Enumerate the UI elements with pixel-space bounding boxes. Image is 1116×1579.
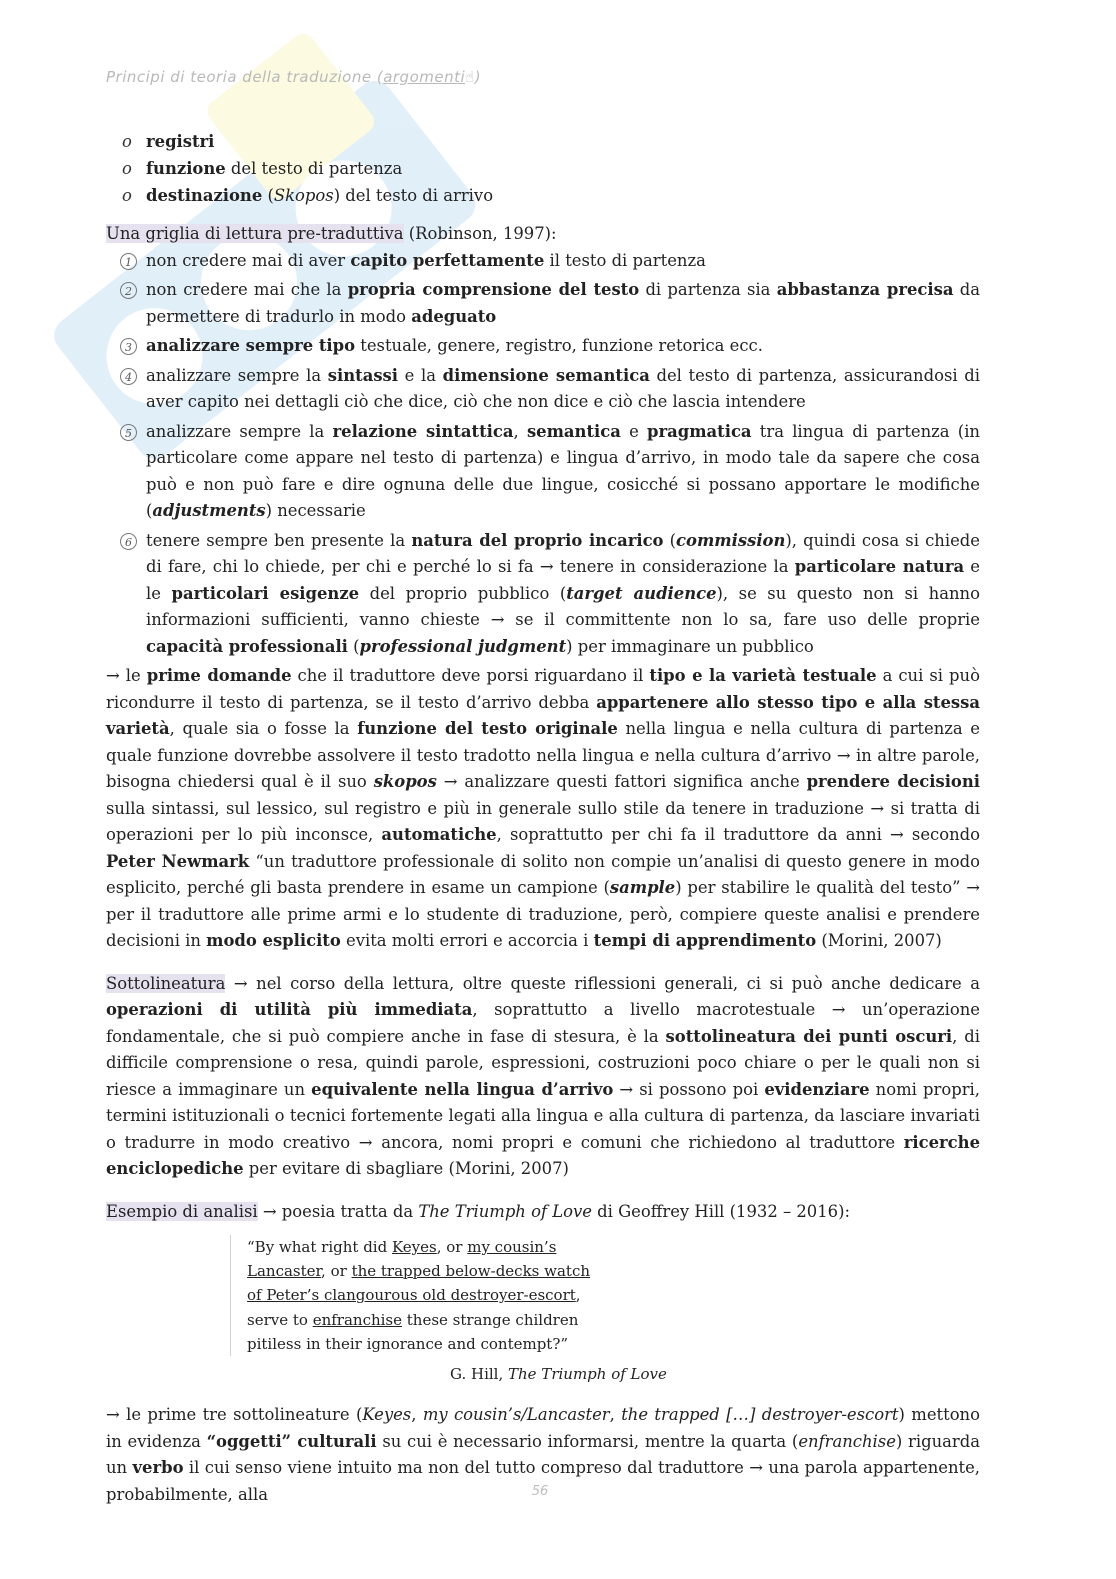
list-item: 1 non credere mai di aver capito perfettamente il testo di partenza <box>106 248 980 275</box>
section-label: Sottolineatura <box>106 973 226 993</box>
running-head-link[interactable]: argomenti <box>383 68 466 86</box>
poem-line: serve to enfranchise these strange children <box>247 1310 579 1329</box>
poem-line: Lancaster, or the trapped below-decks watch <box>247 1262 591 1281</box>
list-item: o funzione del testo di partenza <box>122 155 980 182</box>
section-griglia-heading: Una griglia di lettura pre-traduttiva (Robinson, 1997): <box>106 224 557 243</box>
circled-number: 5 <box>120 424 137 441</box>
poem-line: of Peter’s clangourous old destroyer-escort, <box>247 1286 581 1305</box>
circled-number: 1 <box>120 253 137 270</box>
circled-number: 3 <box>120 338 137 355</box>
list-item: 5 analizzare sempre la relazione sintattica, semantica e pragmatica tra lingua di partenza (in particolare come appare nel testo di partenza) e lingua d’arrivo, in modo tale da sapere che cosa può e non può fare e dire ognuna delle due lingue, cosicché si possano apportare le modifiche (adjustments) necessarie <box>106 419 980 525</box>
list-item: 4 analizzare sempre la sintassi e la dimensione semantica del testo di partenza, assicurandosi di aver capito nei dettagli ciò che dice, ciò che non dice e ciò che lascia intendere <box>106 363 980 416</box>
bullet-list <box>106 128 980 209</box>
paragraph-sottolineatura: Sottolineatura → nel corso della lettura, oltre queste riflessioni generali, ci si può anche dedicare a operazioni di utilità più immediata, soprattutto a livello macrotestuale → un’operazione fondamentale, che si può compiere anche in fase di stesura, è la sottolineatura dei punti oscuri, di difficile comprensione o resa, quindi parole, espressioni, costruzioni poco chiare o per le quali non si riesce a immaginare un equivalente nella lingua d’arrivo → si possono poi evidenziare nomi propri, termini istituzionali o tecnici fortemente legati alla lingua e alla cultura di partenza, da lasciare invariati o tradurre in modo creativo → ancora, nomi propri e comuni che richiedono al traduttore ricerche enciclopediche per evitare di sbagliare (Morini, 2007) <box>106 973 980 1178</box>
section-label: Esempio di analisi <box>106 1201 258 1221</box>
list-item: o destinazione (Skopos) del testo di arrivo <box>122 182 980 209</box>
paragraph-esempio: Esempio di analisi → poesia tratta da The Triumph of Love di Geoffrey Hill (1932 – 2016): <box>106 1201 850 1221</box>
running-head: Principi di teoria della traduzione (argomenti☝) <box>106 68 482 86</box>
poem-line: “By what right did Keyes, or my cousin’s <box>247 1238 557 1256</box>
list-item: 3 analizzare sempre tipo testuale, genere, registro, funzione retorica ecc. <box>106 333 980 360</box>
paragraph-prime-domande: → le prime domande che il traduttore deve porsi riguardano il tipo e la varietà testuale a cui si può ricondurre il testo di partenza, se il testo d’arrivo debba appartenere allo stesso tipo e alla stessa varietà, quale sia o fosse la funzione del testo originale nella lingua e nella cultura di partenza e quale funzione dovrebbe assolvere il testo tradotto nella lingua e nella cultura d’arrivo → in altre parole, bisogna chiedersi qual è il suo skopos → analizzare questi fattori significa anche prendere decisioni sulla sintassi, sul lessico, sul registro e più in generale sullo stile da tenere in traduzione → si tratta di operazioni per lo più inconsce, automatiche, soprattutto per chi fa il traduttore da anni → secondo Peter Newmark “un traduttore professionale di solito non compie un’analisi di questo genere in modo esplicito, perché gli basta prendere in esame un campione (sample) per stabilire le qualità del testo” → per il traduttore alle prime armi e lo studente di traduzione, però, compiere queste analisi e prendere decisioni in modo esplicito evita molti errori e accorcia i tempi di apprendimento (Morini, 2007) <box>106 666 981 950</box>
section-label: Una griglia di lettura pre-traduttiva <box>106 224 404 243</box>
poem-line: pitiless in their ignorance and contempt?” <box>247 1334 569 1353</box>
circled-number: 4 <box>120 368 137 385</box>
list-item: 2 non credere mai che la propria comprensione del testo di partenza sia abbastanza precisa da permettere di tradurlo in modo adeguato <box>106 277 980 330</box>
page-content <box>106 128 980 1508</box>
paragraph-analisi: → le prime tre sottolineature (Keyes, my cousin’s/Lancaster, the trapped […] destroyer-escort) mettono in evidenza “oggetti” culturali su cui è necessario informarsi, mentre la quarta (enfranchise) riguarda un verbo il cui senso viene intuito ma non del tutto compreso dal traduttore → una parola appartenente, probabilmente, alla <box>106 1405 981 1504</box>
poem-quote <box>230 1235 980 1356</box>
list-item: o registri <box>122 128 980 155</box>
circled-number: 2 <box>120 282 137 299</box>
page-number: 56 <box>531 1484 549 1499</box>
circled-number: 6 <box>120 533 137 550</box>
numbered-list <box>106 248 980 661</box>
poem-attribution: G. Hill, The Triumph of Love <box>450 1365 667 1384</box>
list-item: 6 tenere sempre ben presente la natura del proprio incarico (commission), quindi cosa si chiede di fare, chi lo chiede, per chi e perché lo si fa → tenere in considerazione la particolare natura e le particolari esigenze del proprio pubblico (target audience), se su questo non si hanno informazioni sufficienti, vanno chieste → se il committente non lo sa, fare uso delle proprie capacità professionali (professional judgment) per immaginare un pubblico <box>106 528 980 661</box>
